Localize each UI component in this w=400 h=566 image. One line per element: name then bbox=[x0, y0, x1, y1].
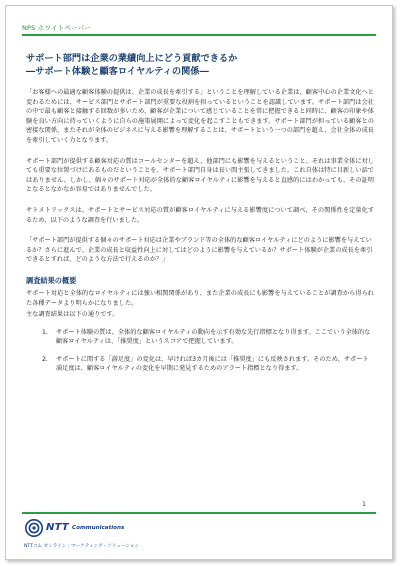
logo-ntt-text: NTT bbox=[46, 522, 69, 533]
logo-subtitle: NTTコム オンライン・マーケティング・ソリューション bbox=[24, 544, 140, 549]
research-question-quote: 「サポート部門が提供する個々のサポート対応は企業やブランド等の全体的な顧客ロイヤルティにどのように影響を与えているか？さらに進んで、企業の成長と収益性向上に対してはどのように影響を与えているか？サポート体験が企業の成長を牽引できるとすれば、どのような方法で行えるのか？」 bbox=[26, 237, 373, 264]
results-heading: 調査結果の概要 bbox=[26, 275, 77, 285]
finding-text: サポート体験の質は、全体的な顧客ロイヤルティの動向を示す有効な先行指標となり得ます。ここでいう全体的な顧客ロイヤルティは、「推奨度」というスコアで把握しています。 bbox=[56, 328, 371, 346]
page-number: 1 bbox=[362, 501, 366, 508]
finding-item bbox=[42, 328, 374, 347]
header-rule bbox=[22, 34, 376, 36]
paragraph-intro: 「お客様への最適な顧客体験の提供は、企業の成長を牽引する」ということを理解している企業は、顧客中心の企業文化へと変わるためには、サービス部門とサポート部門が重要な役割を担っているということを認識しています。サポート部門は会社の中で最も顧客と接触する回数が多いため、顧客が企業について感じていることを常に把握できると同時に、顧客の印象や体験を良い方向に持っていくように自らの施策展開によって変化を起こすこともできます。サポート部門が担っている顧客との密接な関係、またそれが全体のビジネスに与える影響を理解することは、サポートという一つの部門を超え、会社全体の成長を牽引していく力となります。 bbox=[26, 89, 374, 144]
results-lead: 主な調査結果は以下の通りです。 bbox=[26, 311, 119, 319]
paragraph-survey: サトメトリックスは、サポートとサービス対応の質が顧客ロイヤルティに与える影響度について調べ、その関係性を定量化するため、以下のような調査を行いました。 bbox=[26, 206, 374, 224]
results-intro: サポート対応と全体的なロイヤルティには強い相関関係があり、また企業の成長にも影響を与えていることが調査から得られた各種データより明らかになりました。 bbox=[26, 289, 374, 307]
footer-rule bbox=[22, 512, 376, 514]
finding-item bbox=[42, 355, 374, 374]
ntt-communications-logo bbox=[24, 518, 144, 556]
document-page bbox=[5, 5, 393, 560]
finding-text: サポートに関する「満足度」の変化は、早ければ3カ月後には「推奨度」にも反映されます。そのため、サポート満足度は、顧客ロイヤルティの変化を早期に発見するためのアラート指標となり得ます。 bbox=[56, 355, 369, 373]
finding-number: 1. bbox=[42, 328, 48, 336]
document-title: サポート部門は企業の業績向上にどう貢献できるか bbox=[26, 53, 238, 64]
header-label: NPS ホワイトペーパー bbox=[22, 24, 91, 32]
logo-communications-text: Communications bbox=[72, 525, 125, 531]
paragraph-support-quality: サポート部門が提供する顧客対応の質はコールセンターを超え、他部門にも影響を与えるということ、それは事業全体に対しても重要な位置づけにあるものだということを、サポート部門自身は長い間主張してきました。これ自体は特に目新しい話ではありません。しかし、個々のサポート対応が全体的な顧客ロイヤルティに影響を与えると直感的にはわかっても、その証明となるとなかなか容易ではありませんでした。 bbox=[26, 157, 374, 194]
finding-number: 2. bbox=[42, 355, 48, 363]
document-subtitle: ―サポート体験と顧客ロイヤルティの関係― bbox=[26, 66, 209, 77]
ntt-logo-icon bbox=[24, 518, 44, 538]
document-content bbox=[26, 52, 374, 374]
